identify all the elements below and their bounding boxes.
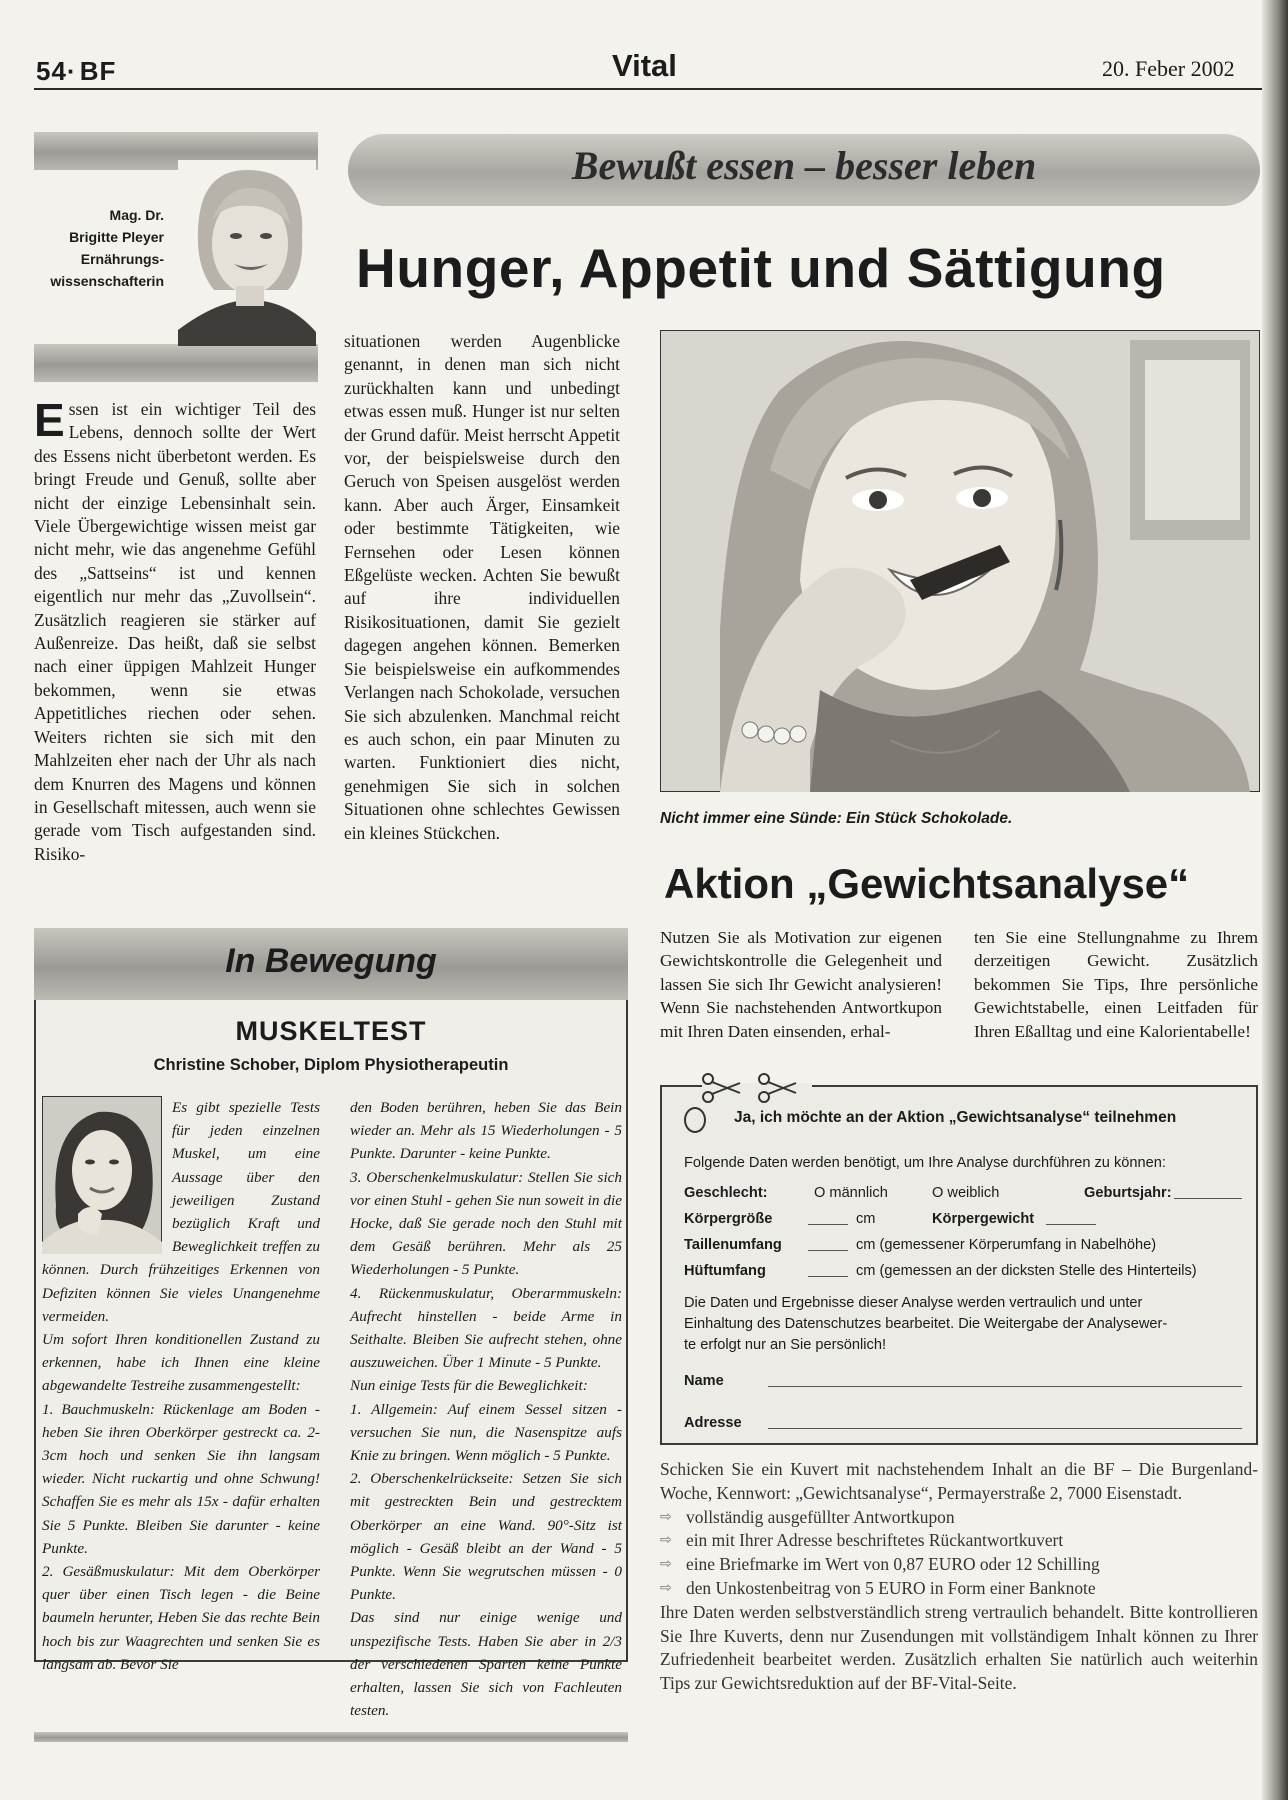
taille-field[interactable] — [808, 1239, 848, 1251]
reply-coupon — [660, 1085, 1258, 1445]
hollow-right-arrow-icon: ⇨ — [660, 1579, 672, 1596]
address-field[interactable] — [768, 1417, 1242, 1429]
hollow-right-arrow-icon: ⇨ — [660, 1532, 672, 1549]
bewegung-col2-para: 1. Allgemein: Auf einem Sessel sitzen - versuchen Sie nun, die Nasenspitze aufs Knie zu bringen. Wenn möglich - 5 Punkte. — [350, 1400, 622, 1465]
row-groesse — [684, 1211, 1244, 1227]
page-number: 54 — [36, 56, 67, 86]
photo-caption: Nicht immer eine Sünde: Ein Stück Schokolade. — [660, 810, 1013, 827]
bewegung-col1-para: Es gibt spezielle Tests für jeden einzelnen Muskel, um eine Aussage über den jeweiligen Zustand bezüglich Kraft und Beweglichkeit treffen zu können. Durch frühzeitiges Erkennen von Defiziten können Sie vieles Unangenehme vermeiden. — [42, 1099, 320, 1325]
groesse-label: Körpergröße — [684, 1211, 773, 1227]
coupon-intro: Folgende Daten werden benötigt, um Ihre Analyse durchführen zu können: — [684, 1155, 1166, 1171]
groesse-field[interactable] — [808, 1213, 848, 1225]
privacy-line-3: te erfolgt nur an Sie persönlich! — [684, 1337, 886, 1353]
option-female[interactable]: O weiblich — [932, 1185, 1000, 1201]
groesse-unit: cm — [856, 1211, 876, 1227]
bewegung-byline: Christine Schober, Diplom Physiotherapeutin — [153, 1056, 509, 1074]
scissors-icon — [702, 1071, 812, 1105]
send-item-text: vollständig ausgefüllter Antwortkupon — [686, 1506, 955, 1527]
headline: Hunger, Appetit und Sättigung — [356, 237, 1166, 299]
author-title: Mag. Dr. — [109, 207, 164, 223]
taille-label: Taillenumfang — [684, 1237, 782, 1253]
gewicht-field[interactable] — [1046, 1213, 1096, 1225]
hueft-note: cm (gemessen an der dicksten Stelle des Hinterteils) — [856, 1263, 1197, 1279]
row-hueft — [684, 1263, 1244, 1279]
hollow-right-arrow-icon: ⇨ — [660, 1556, 672, 1573]
privacy-note — [684, 1293, 1167, 1356]
name-field[interactable] — [768, 1375, 1242, 1387]
portrait-spacer — [42, 1096, 172, 1254]
send-item — [660, 1506, 1258, 1530]
aktion-title: Aktion „Gewichtsanalyse“ — [664, 860, 1190, 907]
drop-cap: E — [34, 394, 65, 446]
row-name — [684, 1373, 1244, 1389]
bewegung-col2-para: Das sind nur einige wenige und unspezifische Tests. Haben Sie aber in 2/3 der verschiedenen Sparten keine Punkte erhalten, lassen Sie sich von Fachleuten testen. — [350, 1609, 622, 1720]
bewegung-col2-para: 2. Oberschenkelrückseite: Setzen Sie sich mit gestreckten Bein und gestrecktem Oberkörper an eine Wand. 90°-Sitz ist möglich - Gesäß bleibt an der Wand - 5 Punkte. Wenn Sie wegrutschen müssen - 0 Punkte. — [350, 1470, 622, 1604]
participation-checkbox[interactable] — [684, 1107, 706, 1133]
send-item-text: ein mit Ihrer Adresse beschriftetes Rückantwortkuvert — [686, 1530, 1064, 1551]
page-edge-shadow — [1262, 0, 1288, 1800]
kicker-text: Bewußt essen – besser leben — [571, 143, 1037, 188]
privacy-line-1: Die Daten und Ergebnisse dieser Analyse werden vertraulich und unter — [684, 1295, 1143, 1311]
address-label: Adresse — [684, 1415, 742, 1431]
gewicht-label: Körpergewicht — [932, 1211, 1035, 1227]
article-column-1 — [34, 394, 316, 866]
author-role-1: Ernährungs- — [80, 251, 164, 267]
row-address — [684, 1415, 1244, 1431]
send-intro: Schicken Sie ein Kuvert mit nachstehendem Inhalt an die BF – Die Burgenland-Woche, Kennwort: „Gewichtsanalyse“, Permayerstraße 2, 7000 Eisenstadt. — [660, 1459, 1258, 1503]
article-column-2 — [344, 330, 620, 845]
author-portrait — [178, 160, 316, 346]
aktion-column-2-text: ten Sie eine Stellungnahme zu Ihrem derzeitigen Gewicht. Zusätzlich bekommen Sie Tips, Ihre persönliche Gewichtstabelle, einen Leitfaden für Ihren Eßalltag und eine Kalorientabelle! — [974, 928, 1258, 1041]
send-item — [660, 1553, 1258, 1577]
author-info — [42, 204, 164, 292]
bullet: · — [66, 56, 80, 86]
option-male[interactable]: O männlich — [814, 1185, 888, 1201]
name-label: Name — [684, 1373, 724, 1389]
aktion-column-1-text: Nutzen Sie als Motivation zur eigenen Gewichtskontrolle die Gelegenheit und lassen Sie sich Ihr Gewicht analysieren! Wenn Sie nachstehenden Antwortkupon mit Ihren Daten einsenden, erhal- — [660, 928, 942, 1041]
author-role-2: wissenschafterin — [50, 273, 164, 289]
author-bottom-bar — [34, 344, 318, 382]
bewegung-col2-para: Nun einige Tests für die Beweglichkeit: — [350, 1377, 588, 1395]
send-closing: Ihre Daten werden selbstverständlich streng vertraulich behandelt. Bitte kontrollieren Sie Ihre Kuverts, denn nur Zusendungen mit vollständigem Inhalt können zu Ihrer Zufriedenheit bearbeitet werden. Zusätzlich erhalten Sie natürlich auch weiterhin Tips zur Gewichtsreduktion auf der BF-Vital-Seite. — [660, 1601, 1258, 1694]
send-item — [660, 1529, 1258, 1553]
geburtsjahr-field[interactable] — [1174, 1187, 1242, 1199]
author-name: Brigitte Pleyer — [69, 229, 164, 245]
bewegung-title: MUSKELTEST — [235, 1016, 427, 1046]
aktion-column-2 — [974, 926, 1258, 1043]
bewegung-col1-para: Um sofort Ihren konditionellen Zustand zu erkennen, habe ich Ihnen eine kleine abgewandelte Testreihe zusammengestellt: — [42, 1331, 320, 1395]
bewegung-col2-para: 3. Oberschenkelmuskulatur: Stellen Sie sich vor einen Stuhl - gehen Sie nun soweit in die Hocke, daß Sie gerade noch den Stuhl mit dem Gesäß berühren. Mehr als 25 Wiederholungen - 5 Punkte. — [350, 1168, 622, 1279]
main-photo — [660, 330, 1260, 792]
checkbox-label: Ja, ich möchte an der Aktion „Gewichtsanalyse“ teilnehmen — [734, 1109, 1177, 1126]
issue-date: 20. Feber 2002 — [1102, 56, 1235, 81]
bewegung-col1-para: 2. Gesäßmuskulatur: Mit dem Oberkörper quer über einen Tisch legen - die Beine baumeln herunter, Heben Sie das rechte Bein hoch bis zur Waagrechten und senken Sie es langsam ab. Bevor Sie — [42, 1563, 320, 1673]
publication-logo: BF — [79, 56, 117, 86]
bewegung-col1-para: 1. Bauchmuskeln: Rückenlage am Boden - heben Sie ihren Oberkörper gestreckt ca. 2-3cm hoch und senken Sie ihn langsam wieder. Nicht ruckartig und ohne Schwung! Schaffen Sie es mehr als 15x - dafür erhalten Sie 5 Punkte. Bleiben Sie darunter - keine Punkte. — [42, 1400, 320, 1557]
section-title: Vital — [612, 48, 677, 83]
taille-note: cm (gemessener Körperumfang in Nabelhöhe) — [856, 1237, 1157, 1253]
geburtsjahr-label: Geburtsjahr: — [1084, 1185, 1172, 1201]
article-column-1-text: ssen ist ein wichtiger Teil des Lebens, dennoch sollte der Wert des Essens nicht überbetont werden. Es bringt Freude und Genuß, sollte aber nicht der einzige Lebensinhalt sein. Viele Übergewichtige wissen meist gar nicht mehr, wie das angenehme Gefühl des „Sattseins“ ist und kennen eigentlich nur mehr das „Zuvollsein“. Zusätzlich reagieren sie stärker auf Außenreize. Das heißt, daß sie selbst nach einer üppigen Mahlzeit Hunger bekommen, wenn sie etwas Appetitliches riechen oder sehen. Weiters richten sie sich mit den Mahlzeiten eher nach der Uhr als nach dem Knurren des Magens und können in Gesellschaft mitessen, auch wenn sie gerade vom Tisch aufgestanden sind. Risiko- — [34, 399, 316, 864]
row-taille — [684, 1237, 1244, 1253]
row-geschlecht — [684, 1185, 1244, 1201]
article-column-2-text: situationen werden Augenblicke genannt, in denen man sich nicht zurückhalten kann und unbedingt etwas essen muß. Hunger ist nur selten der Grund dafür. Meist herrscht Appetit vor, der beispielsweise durch den Geruch von Speisen ausgelöst werden kann. Aber auch Ärger, Einsamkeit oder bestimmte Tätigkeiten, wie Fernsehen oder Lesen können Eßgelüste wecken. Achten Sie bewußt auf ihre individuellen Risikosituationen, damit Sie gezielt dagegen angehen können. Bemerken Sie beispielsweise ein aufkommendes Verlangen nach Schokolade, versuchen Sie sich abzulenken. Manchmal reicht es auch schon, ein paar Minuten zu warten. Funktioniert dies nicht, genehmigen Sie sich in solchen Situationen ohne schlechtes Gewissen ein kleines Stückchen. — [344, 331, 620, 843]
bottom-bar — [34, 1732, 628, 1742]
hueft-field[interactable] — [808, 1265, 848, 1277]
geschlecht-label: Geschlecht: — [684, 1185, 768, 1201]
aktion-column-1 — [660, 926, 942, 1043]
bewegung-banner-text: In Bewegung — [225, 942, 437, 980]
bewegung-col2-para: den Boden berühren, heben Sie das Bein wieder an. Mehr als 15 Wiederholungen - 5 Punkte. Darunter - keine Punkte. — [350, 1099, 622, 1163]
bewegung-column-1 — [42, 1096, 320, 1676]
send-item-text: den Unkostenbeitrag von 5 EURO in Form einer Banknote — [686, 1577, 1096, 1598]
privacy-line-2: Einhaltung des Datenschutzes bearbeitet. Die Weitergabe der Analysewer- — [684, 1316, 1168, 1332]
hueft-label: Hüftumfang — [684, 1263, 766, 1279]
send-instructions — [660, 1458, 1258, 1696]
send-item — [660, 1577, 1258, 1601]
header-rule — [34, 88, 1264, 90]
page-number-block — [36, 56, 116, 87]
bewegung-column-2 — [350, 1096, 622, 1722]
hollow-right-arrow-icon: ⇨ — [660, 1508, 672, 1525]
bewegung-col2-para: 4. Rückenmuskulatur, Oberarmmuskeln: Aufrecht hinstellen - beide Arme in Seithalte. Bleiben Sie aufrecht stehen, ohne auszuweichen. Über 1 Minute - 5 Punkte. — [350, 1284, 622, 1372]
send-item-text: eine Briefmarke im Wert von 0,87 EURO oder 12 Schilling — [686, 1554, 1100, 1575]
